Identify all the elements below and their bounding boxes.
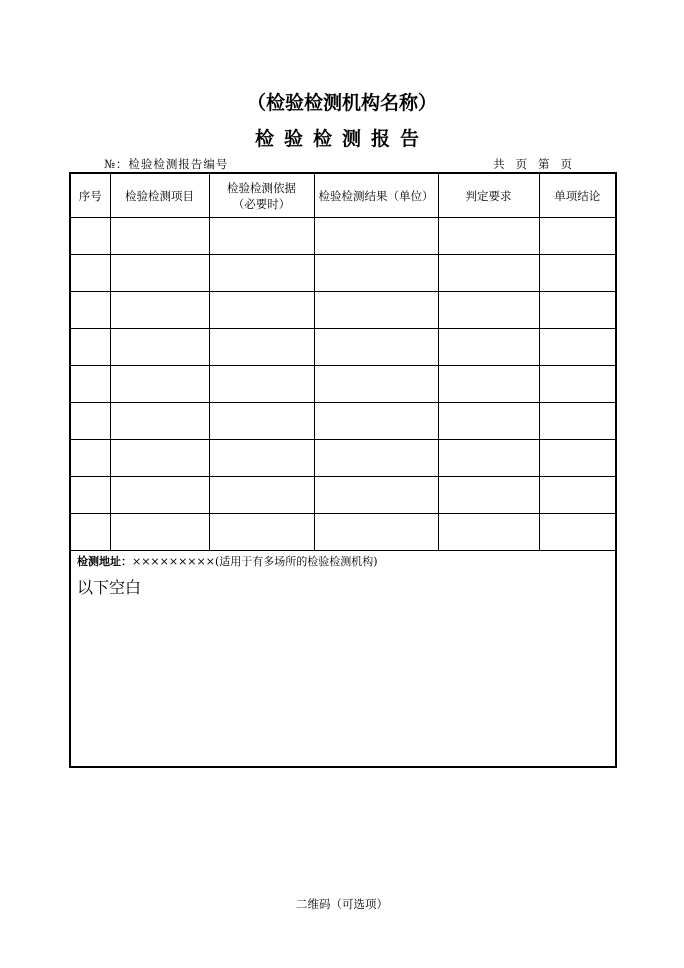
table-cell [209,440,314,477]
table-row [70,329,616,366]
table-cell [209,366,314,403]
column-header-item: 检验检测项目 [110,173,209,218]
table-cell [70,514,110,551]
column-header-result: 检验检测结果（单位） [314,173,438,218]
table-cell [110,477,209,514]
table-cell [70,440,110,477]
table-cell [314,477,438,514]
table-row [70,514,616,551]
report-number: №：检验检测报告编号 [104,157,229,171]
table-cell [110,403,209,440]
column-header-requirement: 判定要求 [438,173,539,218]
table-cell [110,329,209,366]
table-cell [70,292,110,329]
table-cell [438,366,539,403]
table-cell [70,403,110,440]
table-cell [70,329,110,366]
table-cell [209,292,314,329]
table-cell [438,514,539,551]
table-row [70,403,616,440]
table-row [70,255,616,292]
page-info: 共 页 第 页 [493,157,572,171]
table-cell [314,218,438,255]
table-cell [70,218,110,255]
table-header-row [70,173,616,218]
qr-code-label: 二维码（可选项） [296,897,388,911]
table-cell [209,329,314,366]
address-label: 检测地址： [77,555,132,568]
table-cell [314,403,438,440]
table-cell [314,292,438,329]
table-cell [539,329,616,366]
table-cell [539,218,616,255]
column-header-index: 序号 [70,173,110,218]
table-cell [438,329,539,366]
org-title: （检验检测机构名称） [246,92,437,114]
table-row [70,366,616,403]
table-cell [70,255,110,292]
table-cell [70,366,110,403]
table-cell [209,477,314,514]
table-cell [314,329,438,366]
column-header-basis-label: 检验检测依据 [227,180,296,195]
table-cell [539,477,616,514]
table-cell [70,477,110,514]
table-cell [438,403,539,440]
table-cell [314,255,438,292]
table-cell [110,255,209,292]
address-line [71,551,615,569]
table-row [70,440,616,477]
report-meta-row [104,156,584,172]
table-cell [209,514,314,551]
table-cell [438,440,539,477]
address-row [70,551,616,768]
table-cell [539,366,616,403]
blank-note: 以下空白 [77,578,142,597]
table-cell [209,255,314,292]
table-cell [539,403,616,440]
table-cell [110,440,209,477]
table-cell [110,366,209,403]
table-cell [438,255,539,292]
table-cell [314,440,438,477]
table-cell [209,218,314,255]
address-cell [70,551,616,768]
column-header-conclusion: 单项结论 [539,173,616,218]
table-cell [110,218,209,255]
report-table [69,172,617,768]
table-row [70,218,616,255]
address-value: ×××××××××(适用于有多场所的检验检测机构) [132,555,378,568]
table-cell [314,514,438,551]
table-cell [110,292,209,329]
table-cell [438,477,539,514]
table-row [70,477,616,514]
table-cell [110,514,209,551]
column-header-basis [209,173,314,218]
report-title: 检验检测报告 [254,128,429,150]
table-cell [539,292,616,329]
table-cell [438,218,539,255]
table-cell [314,366,438,403]
table-cell [539,255,616,292]
table-row [70,292,616,329]
table-cell [438,292,539,329]
column-header-basis-note: （必要时） [232,196,291,211]
table-cell [209,403,314,440]
table-cell [539,514,616,551]
table-cell [539,440,616,477]
